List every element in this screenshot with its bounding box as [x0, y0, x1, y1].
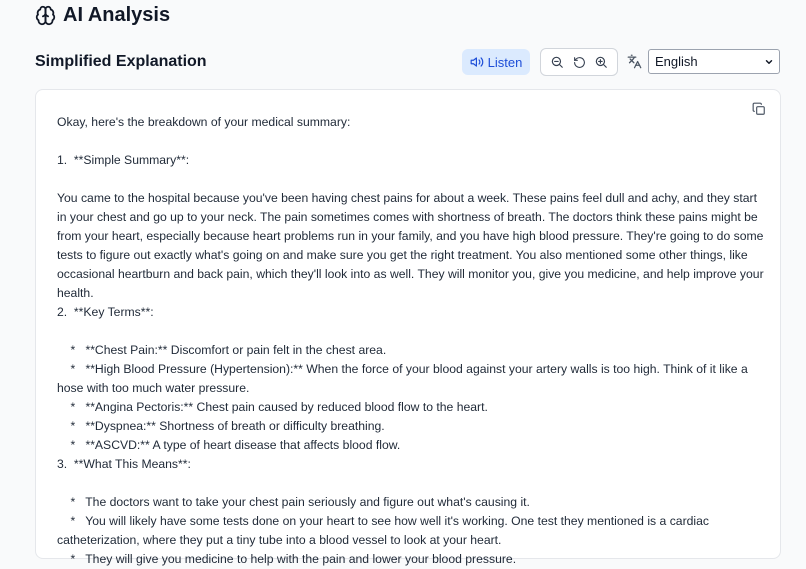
language-select-value: English [655, 54, 698, 69]
zoom-controls [540, 48, 618, 76]
section-header [35, 48, 781, 76]
reset-zoom-icon[interactable] [573, 56, 586, 69]
page-title-text: AI Analysis [63, 4, 171, 26]
explanation-card [35, 89, 781, 566]
heading-key-terms: 2. **Key Terms**: [57, 305, 154, 319]
listen-label: Listen [487, 54, 523, 70]
explanation-text [57, 113, 769, 569]
brain-icon [35, 5, 56, 26]
term-item: * **Dyspnea:** Shortness of breath or difficulty breathing. [57, 419, 385, 433]
means-item: * You will likely have some tests done on your heart to see how well it's working. One test they mentioned is a cardiac catheterization, where they put a tiny tube into a blood vessel to look at your heart. [57, 514, 713, 547]
intro-line: Okay, here's the breakdown of your medical summary: [57, 115, 351, 129]
chevron-down-icon [764, 57, 774, 67]
means-item: * They will give you medicine to help with the pain and lower your blood pressure. [57, 552, 517, 566]
language-select[interactable] [648, 49, 780, 74]
section-title: Simplified Explanation [35, 53, 207, 70]
means-item: * The doctors want to take your chest pain seriously and figure out what's causing it. [57, 495, 530, 509]
listen-button[interactable] [462, 49, 530, 75]
term-item: * **Chest Pain:** Discomfort or pain felt in the chest area. [57, 343, 387, 357]
term-item: * **High Blood Pressure (Hypertension):** When the force of your blood against your artery walls is too high. Think of it like a hose with too much water pressure. [57, 362, 752, 395]
zoom-in-icon[interactable] [594, 55, 608, 69]
translate-icon [627, 54, 642, 69]
heading-simple-summary: 1. **Simple Summary**: [57, 153, 190, 167]
speaker-icon [470, 55, 484, 69]
term-item: * **Angina Pectoris:** Chest pain caused by reduced blood flow to the heart. [57, 400, 488, 414]
summary-paragraph: You came to the hospital because you've been having chest pains for about a week. These pains feel dull and achy, and they start in your chest and go up to your neck. The pain sometimes comes with shortness of breath. The doctors think these pains might be from your heart, especially because heart problems run in your family, and you have high blood pressure. They're going to do some tests to figure out exactly what's going on and make sure you get the right treatment. You also mentioned some other things, like occasional heartburn and back pain, which they'll look into as well. They will monitor you, give you medicine, and help improve your health. [57, 191, 764, 300]
term-item: * **ASCVD:** A type of heart disease that affects blood flow. [57, 438, 401, 452]
page-title [35, 4, 170, 27]
zoom-out-icon[interactable] [550, 55, 564, 69]
heading-what-this-means: 3. **What This Means**: [57, 457, 191, 471]
